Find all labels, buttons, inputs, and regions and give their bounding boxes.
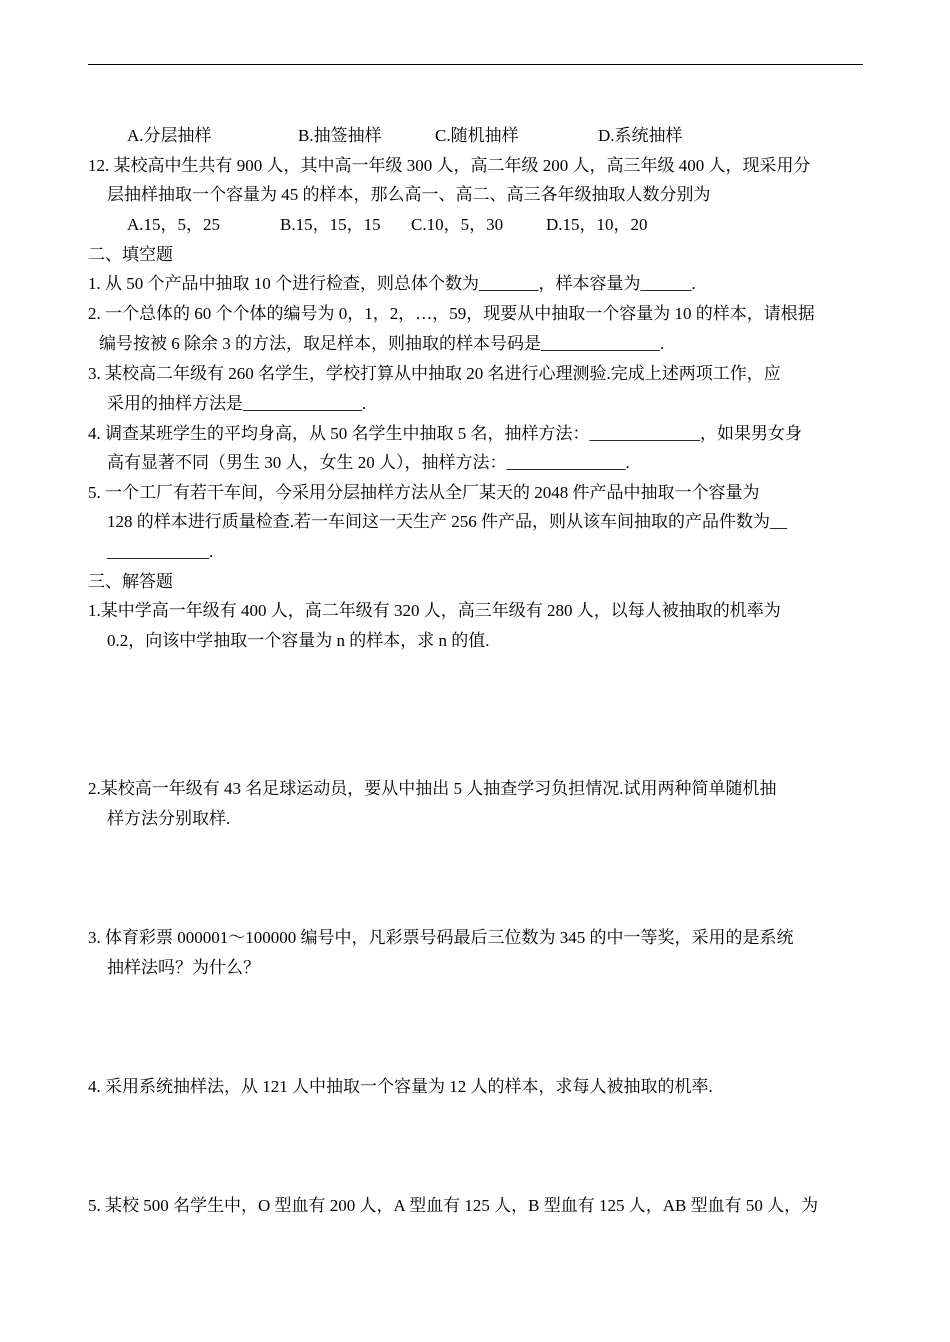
- fill-q4-line-2: 高有显著不同（男生 30 人，女生 20 人），抽样方法：______________.: [107, 453, 630, 472]
- q12-option-d: D.15，10，20: [546, 215, 648, 234]
- fill-q5-line-1: 5. 一个工厂有若干车间，今采用分层抽样方法从全厂某天的 2048 件产品中抽取一个容量为: [88, 483, 760, 502]
- q12-line-1: 12. 某校高中生共有 900 人，其中高一年级 300 人，高二年级 200 人，高三年级 400 人，现采用分: [88, 156, 811, 175]
- answer-q3-line-2: 抽样法吗？为什么？: [107, 958, 260, 977]
- q12-option-a: A.15，5，25: [127, 215, 221, 234]
- answer-q2-line-1: 2.某校高一年级有 43 名足球运动员，要从中抽出 5 人抽查学习负担情况.试用两种简单随机抽: [88, 779, 777, 798]
- q12-option-c: C.10，5，30: [411, 215, 504, 234]
- fill-q5-line-2: 128 的样本进行质量检查.若一车间这一天生产 256 件产品，则从该车间抽取的产品件数为__: [107, 512, 787, 531]
- q12-line-2: 层抽样抽取一个容量为 45 的样本，那么高一、高二、高三各年级抽取人数分别为: [107, 185, 711, 204]
- fill-q5-line-3: ____________.: [107, 542, 214, 561]
- answer-q1-line-1: 1.某中学高一年级有 400 人，高二年级有 320 人，高三年级有 280 人，以每人被抽取的机率为: [88, 601, 781, 620]
- section-heading-fill-in: 二、填空题: [88, 245, 173, 264]
- header-rule: [88, 64, 863, 65]
- answer-q2-line-2: 样方法分别取样.: [107, 809, 231, 828]
- fill-q4-line-1: 4. 调查某班学生的平均身高，从 50 名学生中抽取 5 名，抽样方法：_____________，如果男女身: [88, 424, 802, 443]
- fill-q2-line-1: 2. 一个总体的 60 个个体的编号为 0，1，2，…，59，现要从中抽取一个容量为 10 的样本，请根据: [88, 304, 815, 323]
- answer-q5-line-1: 5. 某校 500 名学生中，O 型血有 200 人，A 型血有 125 人，B 型血有 125 人，AB 型血有 50 人，为: [88, 1196, 819, 1215]
- q11-option-b: B.抽签抽样: [298, 126, 382, 145]
- answer-q4: 4. 采用系统抽样法，从 121 人中抽取一个容量为 12 人的样本，求每人被抽取的机率.: [88, 1077, 713, 1096]
- section-heading-answer: 三、解答题: [88, 572, 173, 591]
- q11-option-a: A.分层抽样: [127, 126, 212, 145]
- q11-option-d: D.系统抽样: [598, 126, 683, 145]
- q12-option-b: B.15，15，15: [280, 215, 381, 234]
- fill-q1: 1. 从 50 个产品中抽取 10 个进行检查，则总体个数为_______，样本容量为______.: [88, 274, 696, 293]
- fill-q2-line-2: 编号按被 6 除余 3 的方法，取足样本，则抽取的样本号码是______________.: [99, 334, 665, 353]
- q11-option-c: C.随机抽样: [435, 126, 519, 145]
- fill-q3-line-1: 3. 某校高二年级有 260 名学生，学校打算从中抽取 20 名进行心理测验.完成上述两项工作，应: [88, 364, 781, 383]
- answer-q3-line-1: 3. 体育彩票 000001～100000 编号中，凡彩票号码最后三位数为 345 的中一等奖，采用的是系统: [88, 928, 794, 947]
- answer-q1-line-2: 0.2，向该中学抽取一个容量为 n 的样本，求 n 的值.: [107, 631, 490, 650]
- fill-q3-line-2: 采用的抽样方法是______________.: [107, 394, 367, 413]
